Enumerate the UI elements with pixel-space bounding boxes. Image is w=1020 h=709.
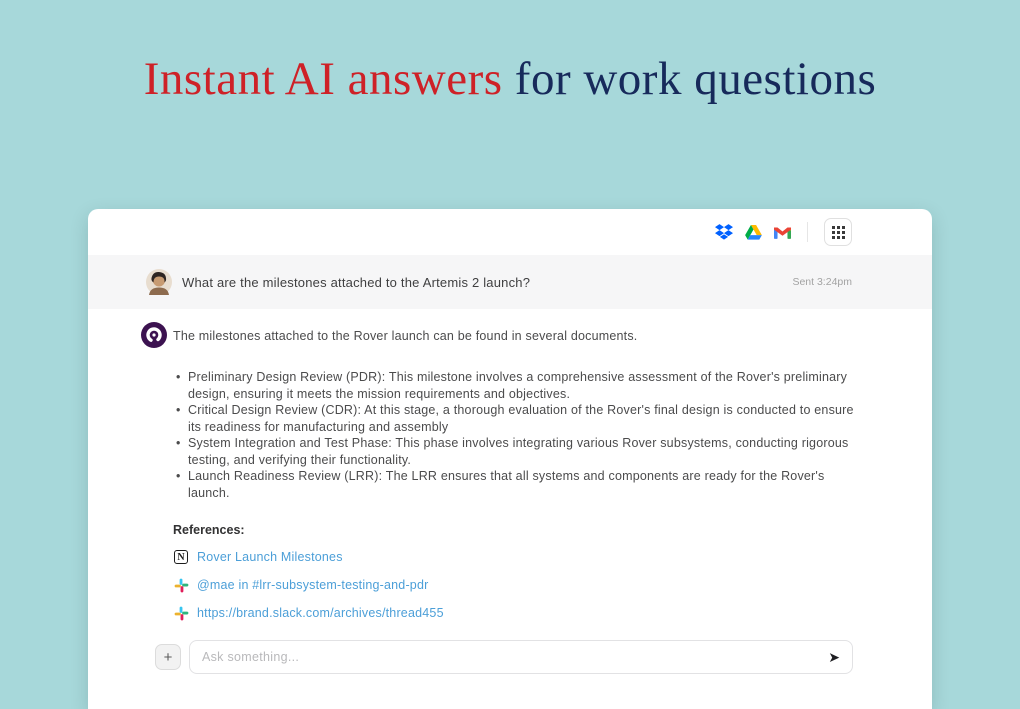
slack-icon <box>173 605 189 621</box>
page-title-rest: for work questions <box>502 53 877 105</box>
page-title <box>0 52 1020 106</box>
reference-link-slack-thread[interactable]: https://brand.slack.com/archives/thread455 <box>197 606 444 620</box>
user-avatar <box>146 269 172 295</box>
page-title-accent: Instant AI answers <box>143 53 503 105</box>
milestone-item-lrr: • Launch Readiness Review (LRR): The LRR ensures that all systems and components are ready for the Rover's launch. <box>176 468 857 501</box>
reference-link-slack-mention[interactable]: @mae in #lrr-subsystem-testing-and-pdr <box>197 578 429 592</box>
google-drive-icon[interactable] <box>744 223 762 241</box>
ask-input-box[interactable] <box>189 640 853 674</box>
dash-ai-icon <box>141 322 167 348</box>
references-label: References: <box>173 523 245 537</box>
add-attachment-button[interactable]: + <box>155 644 181 670</box>
header-divider <box>807 222 808 242</box>
reference-link-notion[interactable]: Rover Launch Milestones <box>197 550 343 564</box>
notion-icon: N <box>173 549 189 565</box>
send-button[interactable]: ➤ <box>828 649 840 665</box>
gmail-icon[interactable] <box>773 223 791 241</box>
ask-input[interactable] <box>202 650 828 664</box>
references-section <box>173 523 857 621</box>
reference-item[interactable] <box>173 549 857 565</box>
reference-item[interactable] <box>173 605 857 621</box>
milestone-item-cdr: • Critical Design Review (CDR): At this stage, a thorough evaluation of the Rover's final design is conducted to ensure its readiness for manufacturing and assembly <box>176 402 857 435</box>
chat-card <box>88 209 932 709</box>
question-timestamp: Sent 3:24pm <box>792 276 852 288</box>
apps-grid-button[interactable] <box>824 218 852 246</box>
user-question-row <box>88 255 932 309</box>
ai-answer <box>88 309 932 621</box>
milestone-item-pdr: • Preliminary Design Review (PDR): This milestone involves a comprehensive assessment of the Rover's preliminary design, ensuring it meets the mission requirements and objectives. <box>176 369 857 402</box>
answer-intro-text: The milestones attached to the Rover launch can be found in several documents. <box>173 329 638 343</box>
reference-item[interactable] <box>173 577 857 593</box>
composer <box>155 640 853 674</box>
card-header <box>88 209 932 255</box>
dropbox-icon[interactable] <box>715 223 733 241</box>
milestone-item-integration: • System Integration and Test Phase: This phase involves integrating various Rover subsystems, conducting rigorous testing, and verifying their functionality. <box>176 435 857 468</box>
milestones-list <box>176 369 857 501</box>
slack-icon <box>173 577 189 593</box>
user-question-text: What are the milestones attached to the Artemis 2 launch? <box>182 274 531 290</box>
